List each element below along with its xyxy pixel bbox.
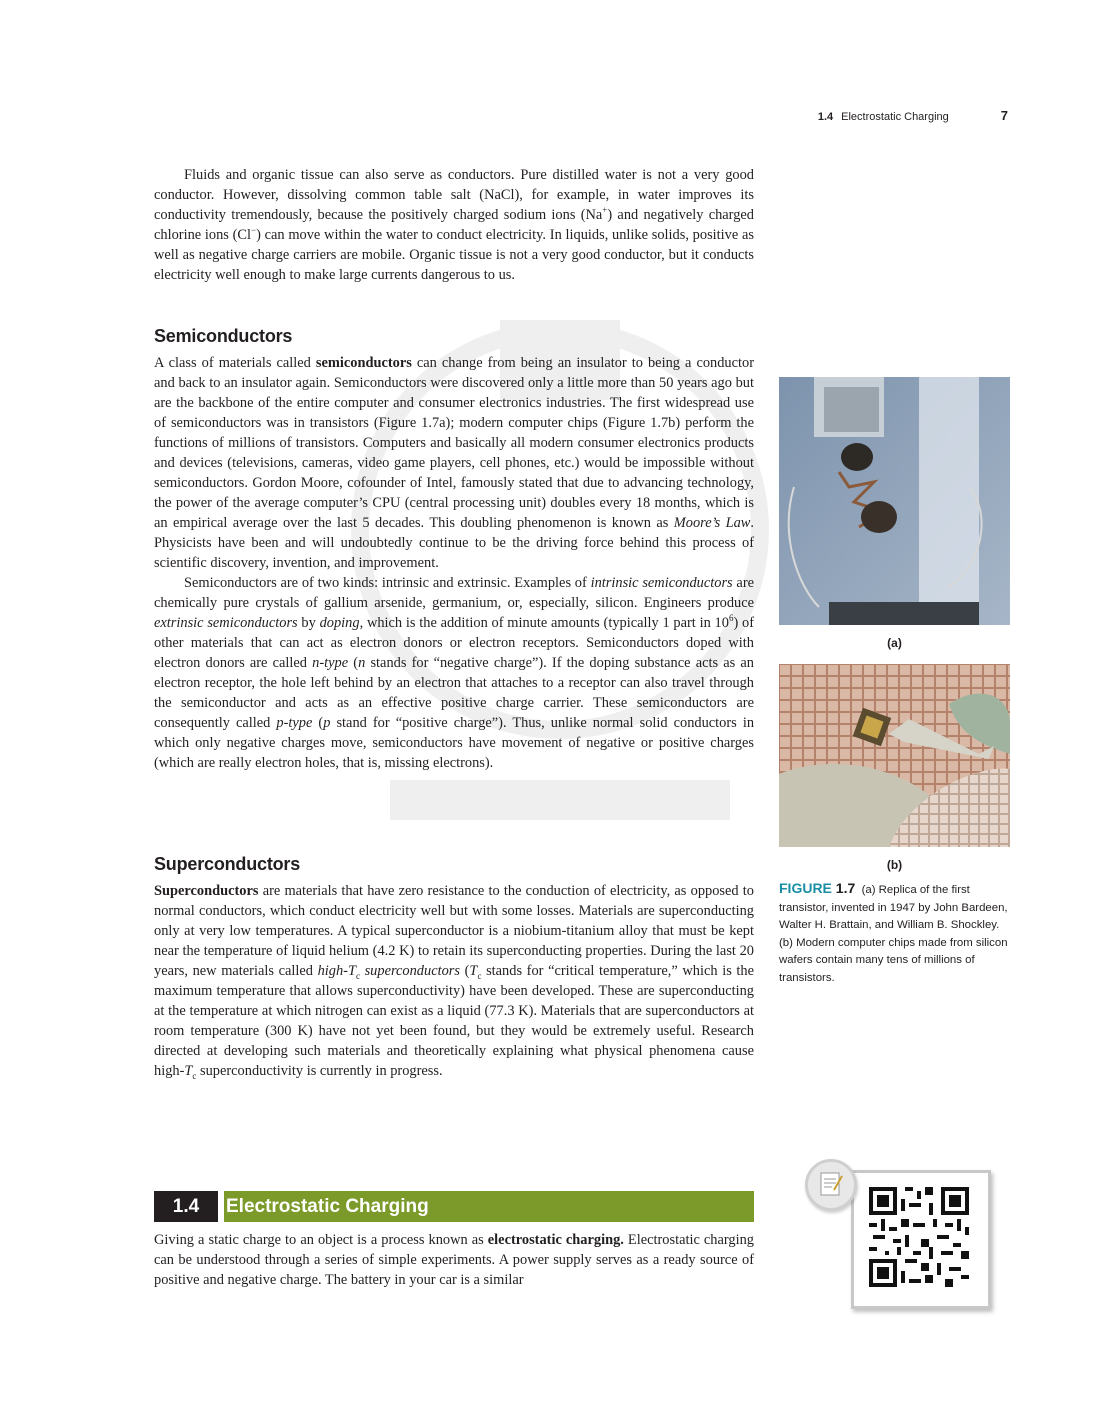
figure-caption xyxy=(779,880,1011,987)
qr-code-card[interactable] xyxy=(851,1170,991,1309)
section-heading-bar xyxy=(154,1191,754,1222)
running-head xyxy=(818,108,1008,123)
superconductors-section xyxy=(154,854,754,1081)
semiconductors-paragraph-1: A class of materials called semiconductors can change from being an insulator to being a conductor and back to an insulator again. Semiconductors were discovered only a little more than 50 years ago but are the backbone of the entire computer and consumer electronics industries. The first widespread use of semiconductors was in transistors (Figure 1.7a); modern computer chips (Figure 1.7b) perform the functions of millions of transistors. Computers and basically all modern consumer electronics products and devices (televisions, cameras, video game players, cell phones, etc.) would be impossible without semiconductors. Gordon Moore, cofounder of Intel, famously stated that due to advancing technology, the power of the average computer’s CPU (central processing unit) doubles every 18 months, which is an empirical average over the last 5 decades. This doubling phenomenon is known as Moore’s Law. Physicists have been and will undoubtedly continue to be the driving force behind this process of scientific discovery, invention, and improvement. xyxy=(154,355,755,571)
section-intro-block xyxy=(154,1230,754,1290)
superconductors-heading: Superconductors xyxy=(154,854,301,874)
semiconductors-paragraph-2: Semiconductors are of two kinds: intrinsic and extrinsic. Examples of intrinsic semiconductors are chemically pure crystals of gallium arsenide, germanium, or, especially, silicon. Engineers produce extrinsic semiconductors by doping, which is the addition of minute amounts (typically 1 part in $10^6$) of other materials that can act as electron donors or electron receptors. Semiconductors doped with electron donors are called n-type (n stands for “negative charge”). If the doping substance acts as an electron receptor, the hole left behind by an electron that attaches to a receptor can also travel through the semiconductor and acts as an effective positive charge carrier. These semiconductors are consequently called p-type (p stand for “positive charge”). Thus, unlike normal solid conductors in which only negative charges move, semiconductors have movement of negative or positive charges (which are really electron holes, that is, missing electrons). xyxy=(154,575,755,771)
qr-code-icon[interactable] xyxy=(869,1187,969,1287)
running-head-section: 1.4 xyxy=(817,111,834,123)
fluids-paragraph: Fluids and organic tissue can also serve as conductors. Pure distilled water is not a very good conductor. However, dissolving common table salt (NaCl), for example, in water improves its conductivity tremendously, because the positively charged sodium ions (Na+) and negatively charged chlorine ions (Cl−) can move within the water to conduct electricity. In liquids, unlike solids, positive as well as negative charge carriers are mobile. Organic tissue is not a very good conductor, but it conducts electricity well enough to make large currents dangerous to us. xyxy=(154,167,754,283)
notes-badge-icon[interactable] xyxy=(805,1159,857,1211)
running-head-title: Electrostatic Charging xyxy=(841,111,949,123)
figure-b-chips-photo xyxy=(779,664,1010,847)
figure-caption-label: FIGURE 1.7 xyxy=(779,880,856,896)
section-number: 1.4 xyxy=(154,1191,218,1222)
section-title: Electrostatic Charging xyxy=(226,1195,429,1217)
page-number: 7 xyxy=(1000,108,1008,123)
intro-block xyxy=(154,165,754,285)
figure-b-label: (b) xyxy=(886,858,903,872)
figure-a-label: (a) xyxy=(887,636,902,650)
superconductors-paragraph: Superconductors are materials that have zero resistance to the conduction of electricity, as opposed to normal conductors, which conduct electricity well but with some losses. Materials are superconducting only at very low temperatures. A typical superconductor is a niobium-titanium alloy that must be kept near the temperature of liquid helium (4.2 K) to retain its superconducting properties. During the last 20 years, new materials called high-$T_c$ superconductors ($T_c$ stands for “critical temperature,” which is the maximum temperature that allows superconductivity) have been developed. These are superconducting at the temperature at which nitrogen can exist as a liquid (77.3 K). Materials that are superconductors at room temperature (300 K) have not yet been found, but they would be extremely useful. Research directed at developing such materials and theoretically explaining what physical phenomena cause high-$T_c$ superconductivity is currently in progress. xyxy=(154,883,755,1081)
semiconductors-heading: Semiconductors xyxy=(154,326,293,346)
semiconductors-section xyxy=(154,326,754,773)
figure-caption-text: (a) Replica of the first transistor, invented in 1947 by John Bardeen, Walter H. Brattain, and William B. Shockley. (b) Modern computer chips made from silicon wafers contain many tens of millions of transistors. xyxy=(779,884,1008,984)
figure-a-transistor-photo xyxy=(779,377,1010,625)
section-intro-paragraph: Giving a static charge to an object is a process known as electrostatic charging. Electrostatic charging can be understood through a series of simple experiments. A power supply serves as a ready source of positive and negative charge. The battery in your car is a similar xyxy=(154,1232,755,1288)
